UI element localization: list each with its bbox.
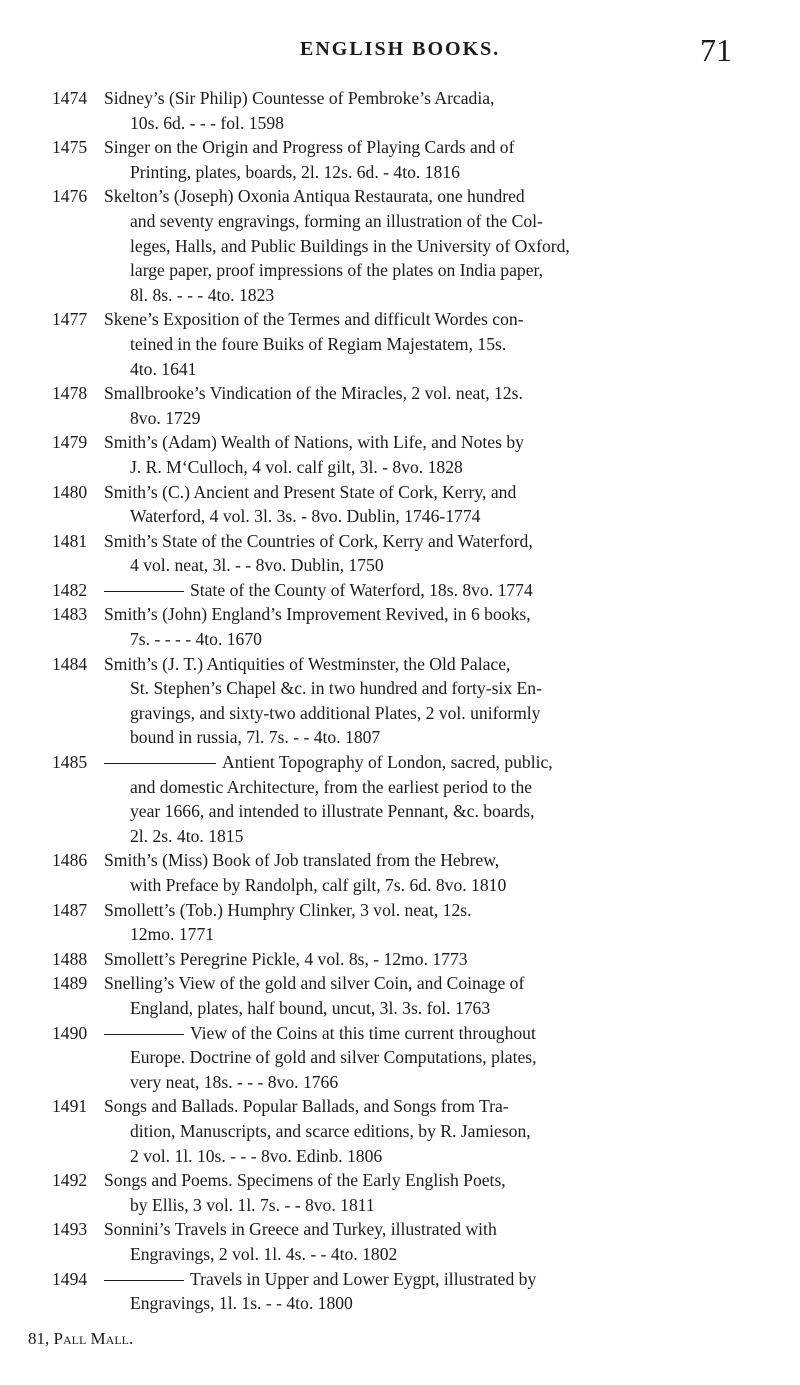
running-head — [0, 34, 800, 68]
entry-line-text: Smith’s State of the Countries of Cork, Kerry and Waterford, — [104, 530, 533, 551]
entry-line-text: Europe. Doctrine of gold and silver Computations, plates, — [130, 1047, 537, 1068]
entry-line-text: large paper, proof impressions of the plates on India paper, — [130, 260, 544, 281]
entry-line-text: Songs and Ballads. Popular Ballads, and Songs from Tra- — [104, 1096, 509, 1117]
catalogue-entry — [52, 307, 752, 381]
entry-line — [104, 602, 752, 627]
catalogue-entry — [52, 135, 752, 184]
entry-line — [104, 701, 752, 726]
entry-line — [104, 873, 752, 898]
catalogue-entry — [52, 652, 752, 750]
entry-line-text: 4 vol. neat, 3l. - - 8vo. Dublin, 1750 — [130, 555, 384, 576]
catalogue-entries — [52, 86, 752, 1316]
entry-line — [104, 1168, 752, 1193]
entry-line — [104, 86, 752, 111]
entry-line — [104, 406, 752, 431]
entry-line — [104, 1021, 752, 1046]
entry-line — [104, 1045, 752, 1070]
entry-line-text: Smith’s (Miss) Book of Job translated from the Hebrew, — [104, 850, 500, 871]
entry-number: 1478 — [52, 383, 88, 404]
entry-line-text: by Ellis, 3 vol. 1l. 7s. - - 8vo. 1811 — [130, 1194, 375, 1215]
entry-line — [104, 1291, 752, 1316]
entry-line — [104, 357, 752, 382]
entry-line-text: Travels in Upper and Lower Eygpt, illustrated by — [190, 1268, 537, 1289]
catalogue-entry — [52, 971, 752, 1020]
entry-line-text: Engravings, 1l. 1s. - - 4to. 1800 — [130, 1293, 353, 1314]
entry-line-text: Antient Topography of London, sacred, public, — [222, 752, 553, 773]
entry-line — [104, 553, 752, 578]
ditto-dash — [104, 763, 216, 764]
entry-line — [104, 529, 752, 554]
entry-number: 1475 — [52, 137, 88, 158]
entry-number: 1480 — [52, 481, 88, 502]
catalogue-entry — [52, 578, 752, 603]
entry-line — [104, 996, 752, 1021]
entry-line-text: and seventy engravings, forming an illustration of the Col- — [130, 210, 543, 231]
entry-number: 1489 — [52, 973, 88, 994]
entry-line — [104, 184, 752, 209]
entry-number: 1482 — [52, 579, 88, 600]
entry-line-text: leges, Halls, and Public Buildings in the University of Oxford, — [130, 235, 570, 256]
entry-line — [104, 750, 752, 775]
catalogue-entry — [52, 1267, 752, 1316]
entry-line-text: 10s. 6d. - - - fol. 1598 — [130, 112, 284, 133]
catalogue-entry — [52, 898, 752, 947]
entry-line-text: year 1666, and intended to illustrate Pennant, &c. boards, — [130, 801, 535, 822]
entry-line — [104, 160, 752, 185]
entry-number: 1484 — [52, 653, 88, 674]
entry-number: 1486 — [52, 850, 88, 871]
entry-line — [104, 111, 752, 136]
catalogue-entry — [52, 1021, 752, 1095]
entry-line — [104, 480, 752, 505]
entry-line — [104, 234, 752, 259]
entry-line-text: Printing, plates, boards, 2l. 12s. 6d. - 4to. 1816 — [130, 161, 460, 182]
ditto-dash — [104, 591, 184, 592]
entry-line — [104, 922, 752, 947]
entry-line-text: and domestic Architecture, from the earliest period to the — [130, 776, 533, 797]
catalogue-entry — [52, 1217, 752, 1266]
catalogue-entry — [52, 381, 752, 430]
entry-line-text: Engravings, 2 vol. 1l. 4s. - - 4to. 1802 — [130, 1243, 398, 1264]
entry-line-text: gravings, and sixty-two additional Plates, 2 vol. uniformly — [130, 702, 541, 723]
entry-line-text: Smith’s (Adam) Wealth of Nations, with Life, and Notes by — [104, 432, 524, 453]
entry-line-text: 2 vol. 1l. 10s. - - - 8vo. Edinb. 1806 — [130, 1145, 383, 1166]
entry-line — [104, 1094, 752, 1119]
catalogue-entry — [52, 430, 752, 479]
entry-line-text: bound in russia, 7l. 7s. - - 4to. 1807 — [130, 727, 381, 748]
entry-number: 1477 — [52, 309, 88, 330]
entry-line — [104, 1217, 752, 1242]
entry-line — [104, 947, 752, 972]
entry-line — [104, 209, 752, 234]
entry-line-text: 4to. 1641 — [130, 358, 197, 379]
entry-line-text: 8l. 8s. - - - 4to. 1823 — [130, 284, 275, 305]
entry-line — [104, 848, 752, 873]
entry-line — [104, 381, 752, 406]
entry-line-text: View of the Coins at this time current throughout — [190, 1022, 536, 1043]
entry-line — [104, 775, 752, 800]
entry-line — [104, 430, 752, 455]
entry-line-text: England, plates, half bound, uncut, 3l. 3s. fol. 1763 — [130, 997, 491, 1018]
running-title: ENGLISH BOOKS. — [300, 38, 501, 60]
entry-line — [104, 258, 752, 283]
entry-line — [104, 971, 752, 996]
entry-number: 1493 — [52, 1219, 88, 1240]
entry-line — [104, 1119, 752, 1144]
entry-line — [104, 307, 752, 332]
entry-number: 1494 — [52, 1268, 88, 1289]
entry-line-text: 12mo. 1771 — [130, 924, 215, 945]
entry-line — [104, 135, 752, 160]
entry-line-text: Smith’s (C.) Ancient and Present State of Cork, Kerry, and — [104, 481, 517, 502]
entry-line-text: State of the County of Waterford, 18s. 8vo. 1774 — [190, 579, 533, 600]
entry-line — [104, 1144, 752, 1169]
entry-line-text: Snelling’s View of the gold and silver Coin, and Coinage of — [104, 973, 525, 994]
entry-line-text: 7s. - - - - 4to. 1670 — [130, 629, 262, 650]
entry-line-text: 2l. 2s. 4to. 1815 — [130, 825, 244, 846]
ditto-dash — [104, 1280, 184, 1281]
entry-line-text: Smallbrooke’s Vindication of the Miracles, 2 vol. neat, 12s. — [104, 383, 523, 404]
entry-line-text: Sonnini’s Travels in Greece and Turkey, illustrated with — [104, 1219, 497, 1240]
entry-line — [104, 725, 752, 750]
entry-line-text: Skene’s Exposition of the Termes and difficult Wordes con- — [104, 309, 524, 330]
entry-line-text: Smith’s (J. T.) Antiquities of Westminster, the Old Palace, — [104, 653, 511, 674]
entry-line-text: Sidney’s (Sir Philip) Countesse of Pembroke’s Arcadia, — [104, 88, 495, 108]
entry-line-text: St. Stephen’s Chapel &c. in two hundred and forty-six En- — [130, 678, 542, 699]
entry-line-text: Singer on the Origin and Progress of Playing Cards and of — [104, 137, 515, 158]
catalogue-entry — [52, 947, 752, 972]
catalogue-entry — [52, 1168, 752, 1217]
entry-line — [104, 1242, 752, 1267]
catalogue-entry — [52, 184, 752, 307]
entry-line-text: Smith’s (John) England’s Improvement Revived, in 6 books, — [104, 604, 531, 625]
entry-number: 1487 — [52, 899, 88, 920]
catalogue-entry — [52, 1094, 752, 1168]
entry-number: 1474 — [52, 88, 88, 108]
entry-line-text: with Preface by Randolph, calf gilt, 7s. 6d. 8vo. 1810 — [130, 875, 507, 895]
entry-number: 1476 — [52, 186, 88, 207]
entry-line-text: very neat, 18s. - - - 8vo. 1766 — [130, 1071, 339, 1092]
entry-line — [104, 799, 752, 824]
entry-number: 1481 — [52, 530, 88, 551]
entry-line — [104, 898, 752, 923]
catalogue-entry — [52, 750, 752, 848]
entry-line — [104, 1070, 752, 1095]
entry-number: 1488 — [52, 948, 88, 969]
entry-line — [104, 283, 752, 308]
entry-number: 1492 — [52, 1170, 88, 1191]
catalogue-entry — [52, 602, 752, 651]
entry-line-text: Smollett’s Peregrine Pickle, 4 vol. 8s, - 12mo. 1773 — [104, 948, 468, 969]
catalogue-entry — [52, 529, 752, 578]
entry-line-text: teined in the foure Buiks of Regiam Majestatem, 15s. — [130, 333, 507, 354]
catalogue-entry — [52, 848, 752, 897]
entry-number: 1491 — [52, 1096, 88, 1117]
entry-line — [104, 455, 752, 480]
entry-line-text: Songs and Poems. Specimens of the Early English Poets, — [104, 1170, 506, 1191]
footer-address: 81, Pall Mall. — [28, 1329, 134, 1348]
entry-line — [104, 578, 752, 603]
entry-line-text: J. R. M‘Culloch, 4 vol. calf gilt, 3l. - 8vo. 1828 — [130, 456, 463, 477]
entry-line-text: Smollett’s (Tob.) Humphry Clinker, 3 vol. neat, 12s. — [104, 899, 472, 920]
entry-line — [104, 652, 752, 677]
entry-number: 1483 — [52, 604, 88, 625]
entry-number: 1479 — [52, 432, 88, 453]
entry-line-text: Skelton’s (Joseph) Oxonia Antiqua Restaurata, one hundred — [104, 186, 525, 207]
entry-line — [104, 504, 752, 529]
entry-line — [104, 1193, 752, 1218]
ditto-dash — [104, 1034, 184, 1035]
entry-line — [104, 824, 752, 849]
entry-line — [104, 676, 752, 701]
entry-line-text: dition, Manuscripts, and scarce editions, by R. Jamieson, — [130, 1120, 531, 1141]
entry-line — [104, 332, 752, 357]
entry-line-text: Waterford, 4 vol. 3l. 3s. - 8vo. Dublin, 1746-1774 — [130, 506, 481, 527]
catalogue-entry — [52, 480, 752, 529]
entry-number: 1485 — [52, 752, 88, 773]
entry-line-text: 8vo. 1729 — [130, 407, 201, 428]
entry-number: 1490 — [52, 1022, 88, 1043]
entry-line — [104, 1267, 752, 1292]
entry-line — [104, 627, 752, 652]
catalogue-entry — [52, 86, 752, 135]
page-number: 71 — [700, 32, 732, 68]
